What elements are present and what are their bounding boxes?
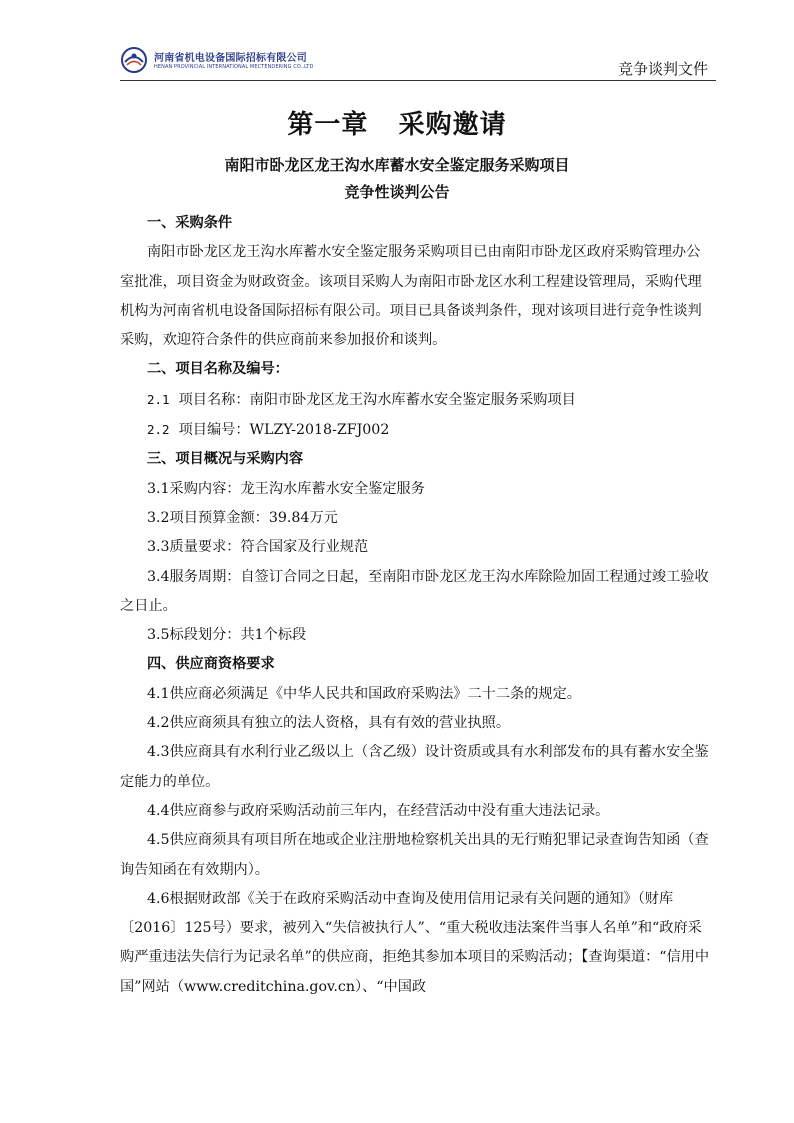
item-2-1-number: 2.1 xyxy=(146,391,170,407)
company-name-en: HENAN PROVINCIAL INTERNATIONAL MECTENDERING CO.,LTD xyxy=(154,64,314,70)
page-header xyxy=(120,40,716,81)
section-heading-1: 一、采购条件 xyxy=(146,215,233,231)
chapter-title: 第一章 采购邀请 xyxy=(287,110,507,140)
document-type: 竞争谈判文件 xyxy=(617,60,708,78)
item-4-1: 4.1供应商必须满足《中华人民共和国政府采购法》二十二条的规定。 xyxy=(146,685,581,702)
item-3-1: 3.1采购内容：龙王沟水库蓄水安全鉴定服务 xyxy=(146,480,425,497)
item-3-2: 3.2项目预算金额：39.84万元 xyxy=(146,509,338,526)
item-4-2: 4.2供应商须具有独立的法人资格，具有有效的营业执照。 xyxy=(146,715,511,732)
item-2-1 xyxy=(120,385,712,415)
section-heading-2: 二、项目名称及编号： xyxy=(146,361,289,378)
company-logo-icon xyxy=(120,46,148,74)
item-2-2 xyxy=(120,415,712,445)
company-name-cn: 河南省机电设备国际招标有限公司 xyxy=(154,53,307,64)
section-1-paragraph: 南阳市卧龙区龙王沟水库蓄水安全鉴定服务采购项目已由南阳市卧龙区政府采购管理办公室批准，项目资金为财政资金。该项目采购人为南阳市卧龙区水利工程建设管理局，采购代理机构为河南省机电设备国际招标有限公司。项目已具备谈判条件，现对该项目进行竞争性谈判采购，欢迎符合条件的供应商前来参加报价和谈判。 xyxy=(120,244,702,349)
item-2-1-text: 项目名称：南阳市卧龙区龙王沟水库蓄水安全鉴定服务采购项目 xyxy=(178,391,576,408)
item-3-3: 3.3质量要求：符合国家及行业规范 xyxy=(146,539,369,556)
section-heading-3: 三、项目概况与采购内容 xyxy=(146,451,304,468)
item-4-3: 4.3供应商具有水利行业乙级以上（含乙级）设计资质或具有水利部发布的具有蓄水安全鉴定能力的单位。 xyxy=(120,744,709,790)
item-4-5: 4.5供应商须具有项目所在地或企业注册地检察机关出具的无行贿犯罪记录查询告知函（查询告知函在有效期内）。 xyxy=(120,832,709,878)
item-2-2-number: 2.2 xyxy=(146,422,170,438)
document-body xyxy=(120,209,712,1002)
item-4-6: 4.6根据财政部《关于在政府采购活动中查询及使用信用记录有关问题的通知》（财库〔2016〕125号）要求，被列入“失信被执行人”、“重大税收违法案件当事人名单”和“政府采购严重违法失信行为记录名单”的供应商，拒绝其参加本项目的采购活动；【查询渠道：“信用中国”网站（www.creditchina.gov.cn）、“中国政 xyxy=(120,890,710,995)
item-3-4: 3.4服务周期：自签订合同之日起，至南阳市卧龙区龙王沟水库除险加固工程通过竣工验收之日止。 xyxy=(120,568,709,614)
project-title: 南阳市卧龙区龙王沟水库蓄水安全鉴定服务采购项目 xyxy=(224,156,570,174)
section-heading-4: 四、供应商资格要求 xyxy=(146,656,275,673)
announcement-title: 竞争性谈判公告 xyxy=(344,183,450,201)
item-3-5: 3.5标段划分：共1个标段 xyxy=(146,627,307,644)
item-2-2-text: 项目编号：WLZY-2018-ZFJ002 xyxy=(178,422,390,439)
item-4-4: 4.4供应商参与政府采购活动前三年内，在经营活动中没有重大违法记录。 xyxy=(146,802,610,819)
